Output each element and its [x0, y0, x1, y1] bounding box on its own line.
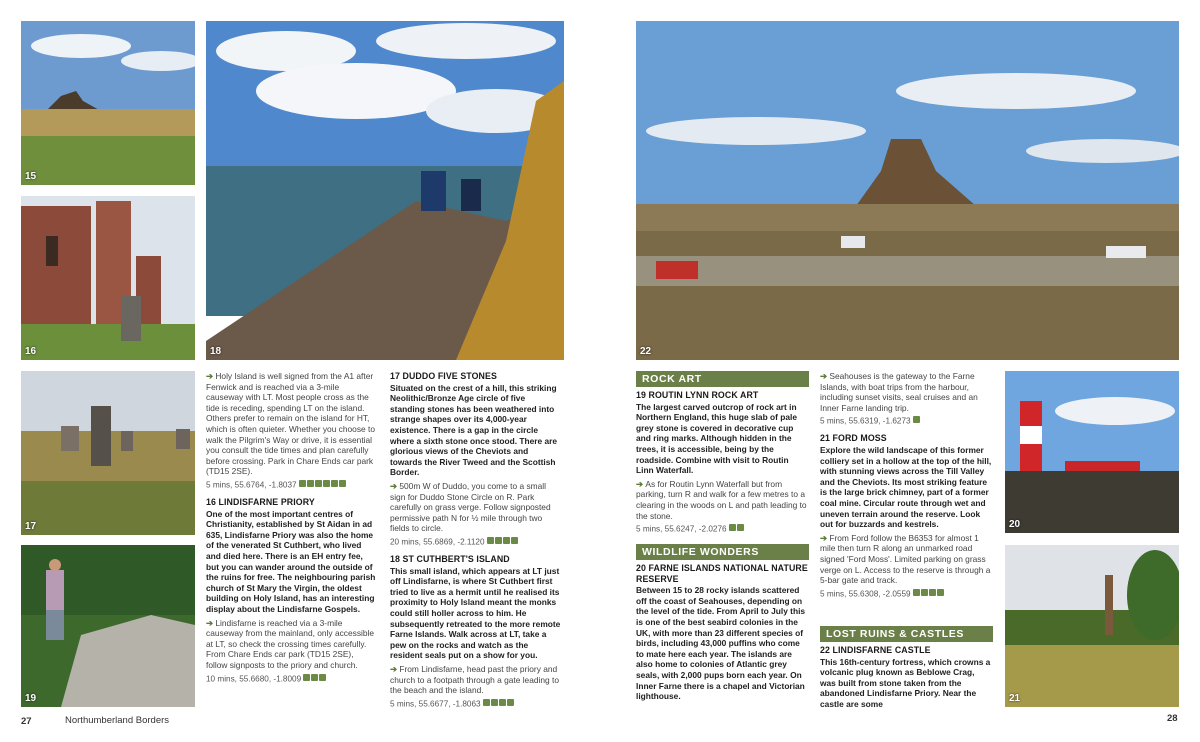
running-head: Northumberland Borders — [65, 715, 170, 726]
photo-number: 22 — [640, 346, 652, 357]
meta-text: 5 mins, 55.6319, -1.6273 — [820, 416, 911, 426]
photo-st-cuthberts-island — [206, 21, 564, 360]
page-number-left: 27 — [21, 716, 32, 727]
directions-text: Seahouses is the gateway to the Farne Islands, with boat trips from the harbour, including sunset visits, seal cruises and an Inner Farne landing trip. — [820, 371, 978, 413]
arrow-icon: ➔ — [390, 663, 400, 674]
section-title: 22 LINDISFARNE CASTLE — [820, 645, 931, 655]
section-body: This small island, which appears at LT just off Lindisfarne, is where St Cuthbert first tried to live as a hermit until he realised its proximity to Holy Island meant the monks could still holler across to him. He subsequently retreated to the more remote Farne Islands. Walk across at LT, take a pew on the rocks and watch as the resident seals put on a show for you. — [390, 565, 561, 661]
photo-ford-moss-chimney — [1005, 545, 1179, 707]
section-title: 20 FARNE ISLANDS NATIONAL NATURE RESERVE — [636, 563, 808, 584]
photo-number: 21 — [1009, 693, 1021, 704]
photo-rock-art-visitor — [21, 545, 195, 707]
directions-text: 500m W of Duddo, you come to a small sign for Duddo Stone Circle on R. Park carefully on grass verge. Follow signposted permissive path N for ½ mile through two fields to circle. — [390, 480, 551, 534]
right-column-2 — [820, 371, 992, 603]
facility-icons — [913, 589, 945, 600]
directions-text: From Lindisfarne, head past the priory and church to a footpath through a gate leading to the beach and the island. — [390, 663, 560, 696]
meta-text: 10 mins, 55.6680, -1.8009 — [206, 673, 302, 683]
photo-lindisfarne-harbour — [636, 21, 1179, 360]
section-title: 17 DUDDO FIVE STONES — [390, 371, 497, 381]
photo-priory-ruins — [21, 196, 195, 360]
section-body: Situated on the crest of a hill, this striking Neolithic/Bronze Age circle of five standing stones has been weathered into strange shapes over its 4,000-year existence. There is a gap in the circle where a sixth stone once stood. There are glorious views of the Cheviots and towards the River Tweed and the Scottish Border. — [390, 382, 558, 478]
section-body: The largest carved outcrop of rock art in Northern England, this huge slab of pale grey stone is covered in decorative cup and ring marks. Although hidden in the trees, it is accessible, being by the roadside. Combine with visit to Routin Linn Waterfall. — [636, 401, 797, 476]
section-body: One of the most important centres of Christianity, established by St Aidan in ad 635, Lindisfarne Priory was also the home of the venerated St Cuthbert, who lived and died here. There is an EH entry fee, but you can wander around the outside of the ruins for free. The neighbouring parish church of St Mary the Virgin, the oldest building on Holy Island, has an interesting display about the Lindisfarne Gospels. — [206, 508, 376, 614]
right-column-2b — [820, 645, 992, 713]
section-title: 18 ST CUTHBERT'S ISLAND — [390, 553, 510, 564]
section-band-rock-art: ROCK ART — [636, 371, 809, 387]
facility-icons — [487, 537, 519, 548]
right-column-1b — [636, 563, 808, 705]
directions-text: Holy Island is well signed from the A1 after Fenwick and is reached via a 3-mile causeway with LT. Most people cross as the tide is receding, spending LT on the island. Others prefer to remain on the island for HT, which is often quieter. Whether you choose to walk the Pilgrim's Way or drive, it is essential you consult the tide times and plan carefully before crossing. Park in Chare Ends car park (TD15 2SE). — [206, 371, 375, 477]
section-band-wildlife: WILDLIFE WONDERS — [636, 544, 809, 560]
section-band-ruins: LOST RUINS & CASTLES — [820, 626, 993, 642]
section-body: This 16th-century fortress, which crowns a volcanic plug known as Beblowe Crag, was built from stone taken from the abandoned Lindisfarne Priory. Near the castle are some — [820, 656, 991, 709]
arrow-icon: ➔ — [206, 371, 216, 381]
arrow-icon: ➔ — [820, 371, 830, 381]
facility-icons — [303, 674, 327, 685]
facility-icons — [913, 416, 921, 427]
arrow-icon: ➔ — [206, 617, 216, 628]
directions-text: From Ford follow the B6353 for almost 1 mile then turn R along an unmarked road signed 'Ford Moss'. Limited parking on grass verge on L. Access to the reserve is through a 5-bar gate and track. — [820, 532, 991, 586]
section-body: Explore the wild landscape of this former colliery set in a hollow at the top of the hill, with stunning views across the Till Valley and the Cheviots. Its most striking feature is the large brick chimney, part of a former coal mine. Circular route through wet and uneven terrain around the reserve. Look out for buzzards and kestrels. — [820, 445, 992, 530]
arrow-icon: ➔ — [636, 478, 646, 489]
photo-number: 19 — [25, 693, 37, 704]
meta-text: 5 mins, 55.6247, -2.0276 — [636, 524, 727, 534]
directions-text: As for Routin Lynn Waterfall but from parking, turn R and walk for a few metres to a clearing in the woods on L and path leading to the stone. — [636, 478, 807, 521]
photo-number: 16 — [25, 346, 37, 357]
photo-number: 15 — [25, 171, 37, 182]
meta-text: 5 mins, 55.6764, -1.8037 — [206, 480, 297, 490]
left-column-1 — [206, 371, 376, 688]
page-number-right: 28 — [1167, 713, 1178, 724]
facility-icons — [729, 524, 745, 535]
meta-text: 5 mins, 55.6308, -2.0559 — [820, 589, 911, 599]
meta-text: 5 mins, 55.6677, -1.8063 — [390, 699, 481, 709]
section-title: 19 ROUTIN LYNN ROCK ART — [636, 390, 759, 400]
photo-number: 20 — [1009, 519, 1021, 530]
directions-text: Lindisfarne is reached via a 3-mile causeway from the mainland, only accessible at LT, so check the crossing times carefully. From Chare Ends car park (TD15 2SE), follow signposts to the priory and church. — [206, 617, 375, 670]
meta-text: 20 mins, 55.6869, -2.1120 — [390, 537, 485, 547]
facility-icons — [483, 699, 515, 710]
arrow-icon: ➔ — [820, 532, 830, 543]
photo-duddo-stones — [21, 371, 195, 535]
arrow-icon: ➔ — [390, 480, 400, 491]
section-body: Between 15 to 28 rocky islands scattered off the coast of Seahouses, depending on the level of the tide. From April to July this is one of the best seabird colonies in the UK, with more than 23 different species of birds, including 43,000 puffins who come to mate here each year. The islands are also home to colonies of Atlantic grey seals, with 2,000 pups born each year. On Inner Farne there is a chapel and Victorian lighthouse. — [636, 585, 806, 702]
right-column-1a — [636, 390, 808, 538]
section-title: 16 LINDISFARNE PRIORY — [206, 497, 315, 507]
left-column-2 — [390, 371, 562, 713]
section-title: 21 FORD MOSS — [820, 433, 887, 444]
photo-lindisfarne-castle-field — [21, 21, 195, 185]
photo-farne-lighthouse — [1005, 371, 1179, 533]
photo-number: 17 — [25, 521, 37, 532]
facility-icons — [299, 480, 347, 491]
photo-number: 18 — [210, 346, 222, 357]
